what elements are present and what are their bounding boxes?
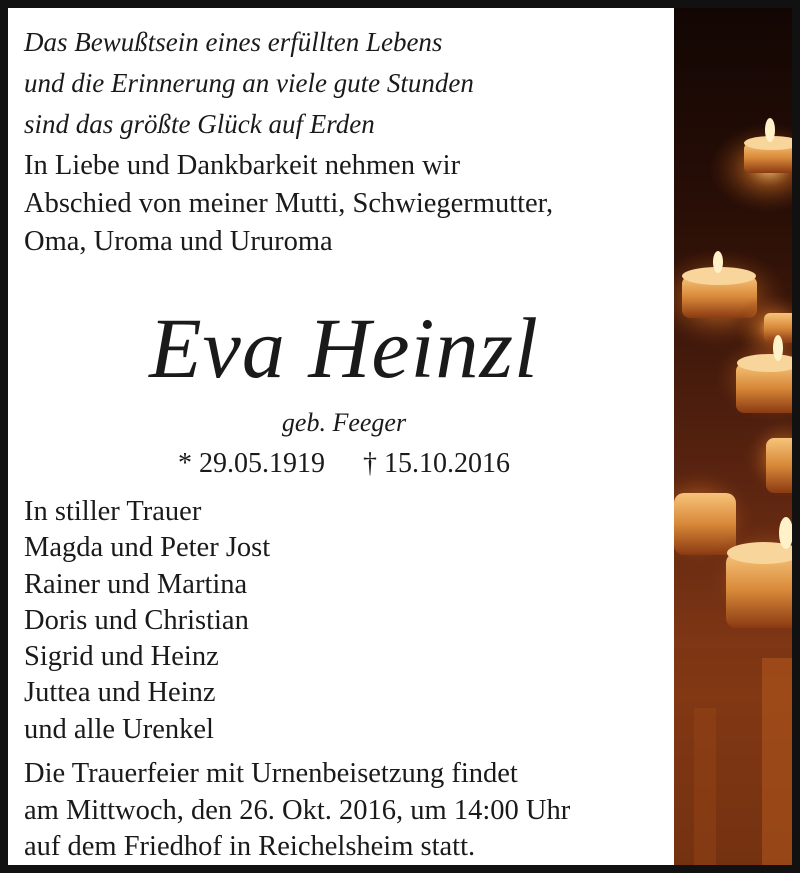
light-streak xyxy=(762,658,800,865)
intro-line: Oma, Uroma und Ururoma xyxy=(24,226,333,257)
deceased-name: Eva Heinzl xyxy=(149,300,539,396)
tealight xyxy=(766,438,800,493)
flame-icon xyxy=(773,335,783,361)
tealight xyxy=(726,553,800,628)
flame-icon xyxy=(713,251,723,273)
service-line: auf dem Friedhof in Reichelsheim statt. xyxy=(24,831,476,862)
poem-line: Das Bewußtsein eines erfüllten Lebens xyxy=(24,27,443,57)
poem-line: und die Erinnerung an viele gute Stunden xyxy=(24,68,474,98)
mourner-line: Doris und Christian xyxy=(24,604,249,636)
life-dates xyxy=(24,445,664,483)
death-date: † 15.10.2016 xyxy=(363,448,510,479)
mourner-line: Magda und Peter Jost xyxy=(24,532,271,564)
candles-illustration xyxy=(674,8,800,865)
service-line: Die Trauerfeier mit Urnenbeisetzung findet xyxy=(24,758,518,789)
mourners-list xyxy=(24,494,270,748)
maiden-name: geb. Feeger xyxy=(281,408,407,437)
service-info xyxy=(24,756,570,866)
mourner-line: In stiller Trauer xyxy=(24,496,202,527)
light-streak xyxy=(694,708,716,865)
birth-date: * 29.05.1919 xyxy=(178,448,325,479)
flame-icon xyxy=(765,118,775,142)
intro-text xyxy=(24,147,553,261)
tealight-top xyxy=(737,354,800,372)
mourner-line: Sigrid und Heinz xyxy=(24,641,219,673)
candles-photo xyxy=(674,8,800,865)
mourner-line: Juttea und Heinz xyxy=(24,677,216,709)
poem xyxy=(24,22,474,145)
service-line: am Mittwoch, den 26. Okt. 2016, um 14:00 Uhr xyxy=(24,794,571,826)
intro-line: In Liebe und Dankbarkeit nehmen wir xyxy=(24,150,461,181)
mourner-line: und alle Urenkel xyxy=(24,713,214,745)
mourner-line: Rainer und Martina xyxy=(24,568,248,600)
intro-line: Abschied von meiner Mutti, Schwiegermutter, xyxy=(24,188,554,219)
obituary-text xyxy=(24,8,664,865)
poem-line: sind das größte Glück auf Erden xyxy=(24,109,375,139)
flame-icon xyxy=(779,517,793,549)
